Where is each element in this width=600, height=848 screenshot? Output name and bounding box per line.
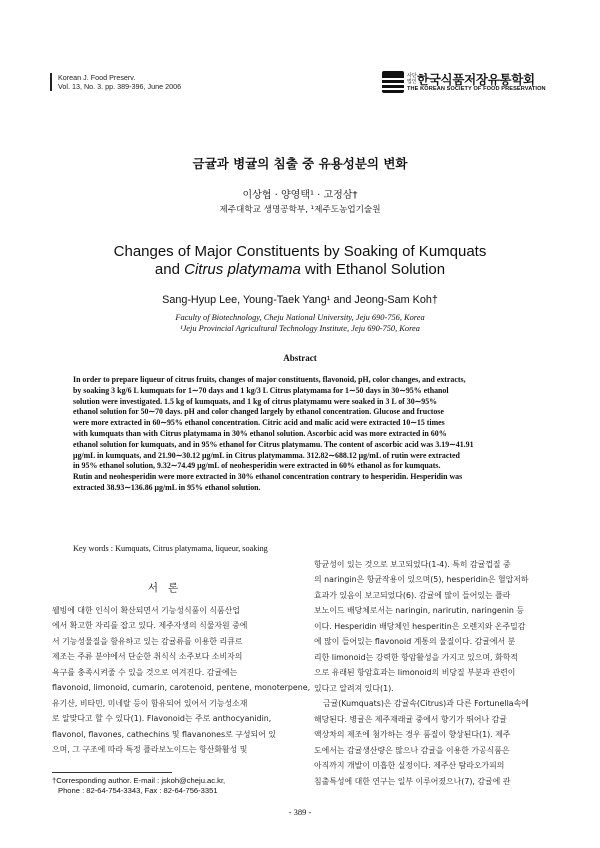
abstract-line: ethanol solution for kumquats, and in 95% ethanol for Citrus platymamu. The content of ascorbic acid was 3.19∼41.91 xyxy=(73,439,474,449)
body-line: 욕구를 충족시켜줄 수 있을 것으로 여겨진다. 감귤에는 xyxy=(52,668,238,677)
abstract-heading: Abstract xyxy=(283,353,317,363)
body-line: 에 많이 들어있는 flavonoid 계통의 물질이다. 감귤에서 분 xyxy=(314,637,516,646)
page-number: - 389 - xyxy=(288,807,312,817)
title-english xyxy=(0,243,600,279)
body-line: 도에서는 감귤생산량은 많으나 감귤을 이용한 가공식품은 xyxy=(314,746,510,755)
society-corp-label: 사단 법인 xyxy=(407,73,417,85)
abstract-line: were more extracted in 60∼95% ethanol concentration. Citric acid and malic acid were extracted 10∼15 times xyxy=(73,418,445,428)
society-name-kr: 한국식품저장유통학회 xyxy=(417,72,535,87)
keywords: Key words : Kumquats, Citrus platymama, liqueur, soaking xyxy=(73,544,268,553)
footnote-phone: Phone : 82-64-754-3343, Fax : 82-64-756-3351 xyxy=(58,786,218,795)
body-line: flavonol, flavones, cathechins 및 flavanones로 구성되어 있 xyxy=(52,730,276,739)
section-heading-introduction: 서론 xyxy=(147,582,189,594)
journal-volume: Vol. 13, No. 3. pp. 389-396, June 2006 xyxy=(58,82,182,91)
affiliation-korean: 제주대학교 생명공학부, ¹제주도농업기술원 xyxy=(219,205,381,215)
abstract-line: μg/mL in kumquats, and 21.90∼30.12 μg/mL in Citrus platymamma. 312.82∼688.12 μg/mL of rutin were extracted xyxy=(73,450,460,460)
body-line: 항균성이 있는 것으로 보고되었다(1-4). 특히 감귤껍질 중 xyxy=(314,560,511,569)
body-line: 로 알맞다고 할 수 있다(1). Flavonoid는 주로 anthocyanidin, xyxy=(52,714,272,723)
abstract-line: In order to prepare liqueur of citrus fruits, changes of major constituents, flavonoid, pH, color changes, and extracts, xyxy=(73,375,466,384)
body-line: 서 기능성물질을 함유하고 있는 감귤류를 이용한 리큐르 xyxy=(52,637,243,646)
affiliation-english xyxy=(0,312,600,334)
footnote-corresponding-author xyxy=(52,776,225,796)
abstract-body xyxy=(73,375,533,494)
abstract-line: with kumquats than with Citrus platymama in 30% ethanol solution. Ascorbic acid was more extracted in 60% xyxy=(73,428,447,438)
body-line: 보노이드 배당체로서는 naringin, narirutin, naringenin 등 xyxy=(314,606,525,615)
body-line: 침출특성에 대한 연구는 일부 이루어졌으나(7), 감귤에 관 xyxy=(314,777,511,786)
footnote-email: †Corresponding author. E-mail : jskoh@cheju.ac.kr, xyxy=(52,776,226,785)
abstract-line: extracted 38.93∼136.86 μg/mL in 95% ethanol solution. xyxy=(73,482,261,492)
authors-english: Sang-Hyup Lee, Young-Taek Yang¹ and Jeong-Sam Koh† xyxy=(162,294,438,306)
title-korean: 금귤과 병귤의 침출 중 유용성분의 변화 xyxy=(192,156,408,171)
body-line: 효과가 있음이 보고되었다(6). 감귤에 많이 들어있는 플라 xyxy=(314,591,511,600)
body-line: 아직까지 개발이 미흡한 실정이다. 제주산 탐라오가피의 xyxy=(314,761,505,770)
society-emblem-icon xyxy=(382,71,404,93)
abstract-line: by soaking 3 kg/6 L kumquats for 1∼70 days and 1 kg/3 L Citrus platymama for 1∼50 days in 30∼95% ethanol xyxy=(73,385,449,395)
body-line: 제조는 주류 분야에서 단순한 취식식 소주보다 소비자의 xyxy=(52,652,243,661)
authors-korean: 이상협 · 양영택¹ · 고정삼† xyxy=(242,190,358,201)
affiliation-english-line1: Faculty of Biotechnology, Cheju National University, Jeju 690-756, Korea xyxy=(175,313,425,322)
body-line: 으며, 그 구조에 따라 특정 플라보노이드는 항산화활성 및 xyxy=(52,745,248,754)
body-line: 으로 유래된 항암효과는 limonoid의 비당질 부분과 관련이 xyxy=(314,668,516,677)
society-logo xyxy=(382,70,556,96)
journal-name: Korean J. Food Preserv. xyxy=(58,73,136,82)
body-line: 에서 확고한 자리를 잡고 있다. 제주자생의 식물자원 중에 xyxy=(52,621,248,630)
body-line: 있다고 알려져 있다(1). xyxy=(314,684,394,693)
body-line: 리한 limonoid는 강력한 항암활성을 가지고 있으며, 화학적 xyxy=(314,653,518,662)
society-name-en: THE KOREAN SOCIETY OF FOOD PRESERVATION xyxy=(407,86,546,92)
body-line: 액상차의 제조에 첨가하는 경우 품질이 향상된다(1). 제주 xyxy=(314,730,511,739)
title-english-line2: and Citrus platymama with Ethanol Solution xyxy=(154,261,446,278)
body-line: 해당된다. 병귤은 제주재래귤 중에서 향기가 뛰어나 감귤 xyxy=(314,715,507,724)
body-line: flavonoid, limonoid, cumarin, carotenoid, pentene, monoterpene, xyxy=(52,683,311,692)
journal-citation xyxy=(50,73,250,91)
body-line: 금귤(Kumquats)은 감귤속(Citrus)과 다른 Fortunella속에 xyxy=(323,699,529,708)
footnote-divider xyxy=(52,772,172,773)
abstract-line: Rutin and neohesperidin were more extracted in 30% ethanol concentration contrary to hesperidin. Hesperidin was xyxy=(73,472,463,482)
body-line: 유기산, 비타민, 미네랄 등이 함유되어 있어서 기능성소재 xyxy=(52,699,248,708)
affiliation-english-line2: ¹Jeju Provincial Agricultural Technology Institute, Jeju 690-750, Korea xyxy=(180,324,420,333)
abstract-line: ethanol solution for 50∼70 days. pH and color changed largely by ethanol concentration. Glucose and fructose xyxy=(73,407,444,417)
abstract-line: solution were investigated. 1.5 kg of kumquats, and 1 kg of citrus platymamu were soaked in 3 L of 30∼95% xyxy=(73,396,438,406)
body-line: 웰빙에 대한 인식이 확산되면서 기능성식품이 식품산업 xyxy=(52,606,240,615)
title-english-line1: Changes of Major Constituents by Soaking of Kumquats xyxy=(113,243,487,260)
abstract-line: in 95% ethanol solution, 9.32∼74.49 μg/mL of neohesperidin were extracted in 60% ethanol as for kumquats. xyxy=(73,461,441,471)
body-line: 의 naringin은 항균작용이 있으며(5), hesperidin은 혈압저하 xyxy=(314,575,529,584)
body-line: 이다. Hesperidin 배당체인 hesperitin은 오렌지와 온주밀감 xyxy=(314,622,526,631)
